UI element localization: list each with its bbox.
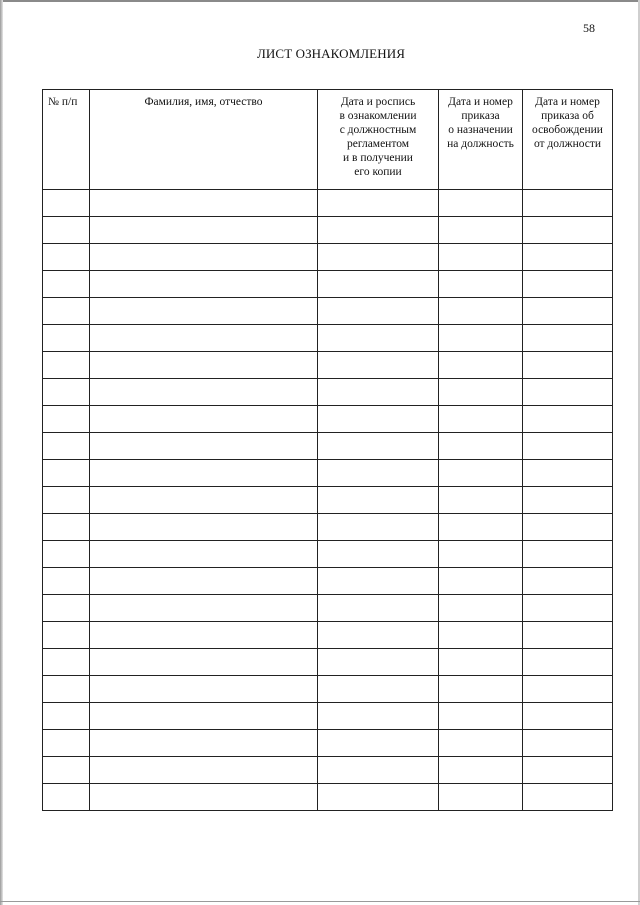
cell-full-name [90, 595, 318, 622]
table-row [43, 217, 613, 244]
table-row [43, 406, 613, 433]
cell-dismissal-order [523, 352, 613, 379]
cell-signature-date [318, 784, 439, 811]
header-signature-date: Дата и роспись в ознакомлении с должностным регламентом и в получении его копии [318, 90, 439, 190]
cell-dismissal-order [523, 298, 613, 325]
cell-dismissal-order [523, 406, 613, 433]
table-row [43, 730, 613, 757]
table-row [43, 190, 613, 217]
cell-number [43, 676, 90, 703]
cell-appointment-order [439, 730, 523, 757]
cell-dismissal-order [523, 271, 613, 298]
cell-dismissal-order [523, 379, 613, 406]
cell-signature-date [318, 460, 439, 487]
cell-full-name [90, 460, 318, 487]
cell-dismissal-order [523, 676, 613, 703]
cell-appointment-order [439, 487, 523, 514]
cell-number [43, 730, 90, 757]
cell-appointment-order [439, 217, 523, 244]
cell-dismissal-order [523, 514, 613, 541]
cell-number [43, 703, 90, 730]
table-row [43, 649, 613, 676]
cell-signature-date [318, 487, 439, 514]
cell-appointment-order [439, 568, 523, 595]
cell-number [43, 622, 90, 649]
cell-number [43, 433, 90, 460]
cell-full-name [90, 190, 318, 217]
cell-signature-date [318, 406, 439, 433]
sheet-title-text: ЛИСТ ОЗНАКОМЛЕНИЯ [257, 46, 405, 61]
cell-appointment-order [439, 649, 523, 676]
scan-edge-left [0, 0, 3, 905]
cell-full-name [90, 514, 318, 541]
cell-number [43, 298, 90, 325]
cell-appointment-order [439, 352, 523, 379]
cell-full-name [90, 541, 318, 568]
cell-signature-date [318, 352, 439, 379]
cell-appointment-order [439, 244, 523, 271]
cell-dismissal-order [523, 703, 613, 730]
scan-edge-top [0, 0, 640, 2]
cell-full-name [90, 406, 318, 433]
cell-dismissal-order [523, 244, 613, 271]
cell-full-name [90, 433, 318, 460]
cell-full-name [90, 298, 318, 325]
acknowledgement-table [42, 89, 613, 811]
cell-full-name [90, 352, 318, 379]
cell-number [43, 568, 90, 595]
sheet-title [0, 46, 640, 62]
cell-number [43, 190, 90, 217]
table-body [43, 190, 613, 811]
table-row [43, 757, 613, 784]
cell-number [43, 757, 90, 784]
cell-signature-date [318, 271, 439, 298]
cell-dismissal-order [523, 757, 613, 784]
cell-dismissal-order [523, 541, 613, 568]
cell-number [43, 406, 90, 433]
table-row [43, 622, 613, 649]
cell-dismissal-order [523, 433, 613, 460]
cell-full-name [90, 703, 318, 730]
table-row [43, 487, 613, 514]
cell-dismissal-order [523, 325, 613, 352]
cell-signature-date [318, 325, 439, 352]
cell-dismissal-order [523, 568, 613, 595]
cell-appointment-order [439, 379, 523, 406]
cell-number [43, 217, 90, 244]
cell-number [43, 460, 90, 487]
table-row [43, 568, 613, 595]
cell-appointment-order [439, 757, 523, 784]
cell-number [43, 352, 90, 379]
cell-number [43, 487, 90, 514]
cell-appointment-order [439, 190, 523, 217]
cell-full-name [90, 379, 318, 406]
cell-appointment-order [439, 460, 523, 487]
cell-appointment-order [439, 433, 523, 460]
table-row [43, 379, 613, 406]
table-row [43, 325, 613, 352]
cell-full-name [90, 271, 318, 298]
cell-signature-date [318, 379, 439, 406]
cell-signature-date [318, 703, 439, 730]
cell-full-name [90, 568, 318, 595]
cell-appointment-order [439, 298, 523, 325]
cell-signature-date [318, 676, 439, 703]
table-row [43, 433, 613, 460]
header-dismissal-order: Дата и номер приказа об освобождении от должности [523, 90, 613, 190]
page-number: 58 [583, 21, 595, 35]
cell-number [43, 784, 90, 811]
cell-appointment-order [439, 703, 523, 730]
cell-dismissal-order [523, 595, 613, 622]
cell-full-name [90, 730, 318, 757]
table-row [43, 298, 613, 325]
cell-full-name [90, 649, 318, 676]
cell-signature-date [318, 541, 439, 568]
cell-signature-date [318, 244, 439, 271]
cell-appointment-order [439, 622, 523, 649]
cell-signature-date [318, 217, 439, 244]
cell-appointment-order [439, 271, 523, 298]
cell-full-name [90, 757, 318, 784]
cell-signature-date [318, 514, 439, 541]
cell-signature-date [318, 190, 439, 217]
table-row [43, 352, 613, 379]
cell-full-name [90, 784, 318, 811]
cell-number [43, 379, 90, 406]
cell-appointment-order [439, 541, 523, 568]
cell-dismissal-order [523, 622, 613, 649]
cell-appointment-order [439, 784, 523, 811]
cell-dismissal-order [523, 217, 613, 244]
cell-dismissal-order [523, 487, 613, 514]
cell-signature-date [318, 433, 439, 460]
table-row [43, 541, 613, 568]
table-row [43, 703, 613, 730]
cell-number [43, 649, 90, 676]
cell-dismissal-order [523, 190, 613, 217]
header-full-name: Фамилия, имя, отчество [90, 90, 318, 190]
table-row [43, 460, 613, 487]
cell-number [43, 514, 90, 541]
cell-number [43, 595, 90, 622]
cell-signature-date [318, 595, 439, 622]
cell-appointment-order [439, 676, 523, 703]
cell-number [43, 244, 90, 271]
cell-signature-date [318, 730, 439, 757]
cell-signature-date [318, 568, 439, 595]
cell-full-name [90, 217, 318, 244]
table-row [43, 676, 613, 703]
table-header-row [43, 90, 613, 190]
cell-full-name [90, 487, 318, 514]
cell-signature-date [318, 298, 439, 325]
cell-appointment-order [439, 325, 523, 352]
cell-full-name [90, 244, 318, 271]
header-number: № п/п [43, 90, 90, 190]
cell-signature-date [318, 649, 439, 676]
cell-dismissal-order [523, 730, 613, 757]
cell-appointment-order [439, 406, 523, 433]
table-row [43, 595, 613, 622]
cell-dismissal-order [523, 460, 613, 487]
table-row [43, 271, 613, 298]
cell-dismissal-order [523, 649, 613, 676]
table-row [43, 514, 613, 541]
cell-full-name [90, 622, 318, 649]
cell-appointment-order [439, 514, 523, 541]
cell-full-name [90, 676, 318, 703]
cell-full-name [90, 325, 318, 352]
table-row [43, 784, 613, 811]
cell-appointment-order [439, 595, 523, 622]
table-row [43, 244, 613, 271]
header-appointment-order: Дата и номер приказа о назначении на должность [439, 90, 523, 190]
cell-number [43, 325, 90, 352]
cell-number [43, 271, 90, 298]
scan-edge-bottom [0, 901, 640, 902]
cell-signature-date [318, 757, 439, 784]
cell-dismissal-order [523, 784, 613, 811]
cell-signature-date [318, 622, 439, 649]
cell-number [43, 541, 90, 568]
